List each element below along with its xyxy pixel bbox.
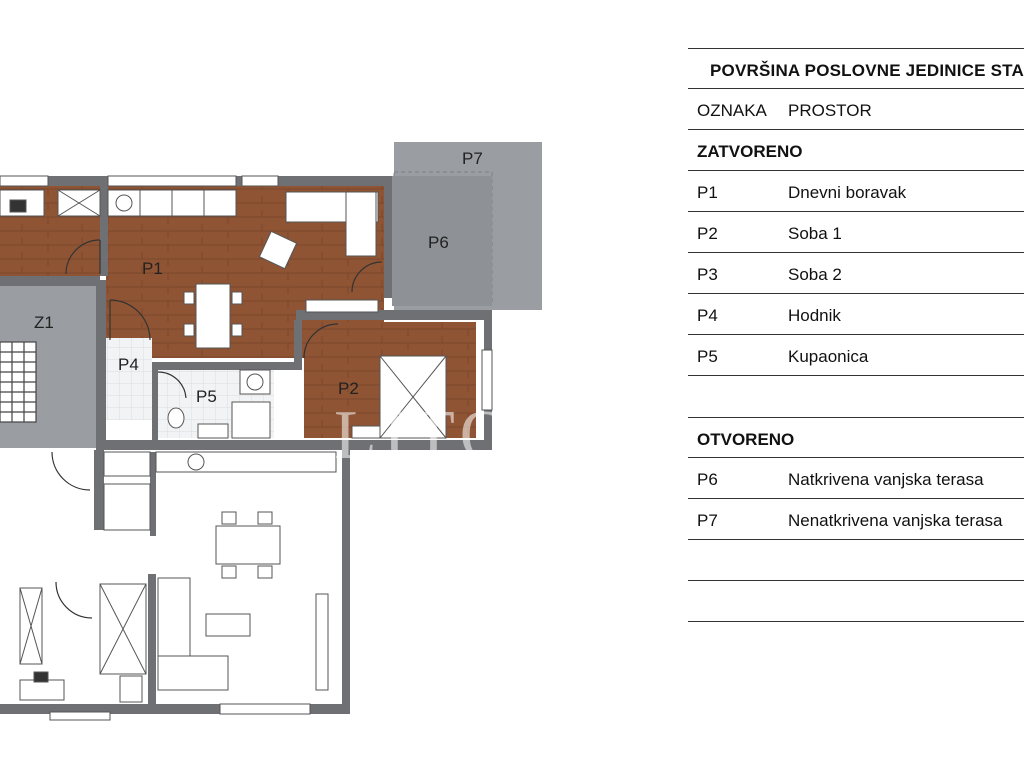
tv-cabinet [306, 300, 378, 312]
row-code: P1 [697, 183, 718, 202]
label-p1: P1 [142, 259, 163, 278]
row-code: P6 [697, 470, 718, 489]
legend-title-row [688, 48, 1024, 89]
section-closed-label: ZATVORENO [697, 142, 803, 161]
legend-row [688, 458, 1024, 499]
row-code: P4 [697, 306, 718, 325]
legend-row [688, 294, 1024, 335]
legend-title: POVRŠINA POSLOVNE JEDINICE STA [710, 61, 1024, 80]
row-name: Natkrivena vanjska terasa [788, 470, 984, 489]
legend-header-row [688, 89, 1024, 130]
row-name: Hodnik [788, 306, 841, 325]
legend-row [688, 171, 1024, 212]
label-p5: P5 [196, 387, 217, 406]
header-name: PROSTOR [788, 101, 872, 120]
legend-empty-row [688, 376, 1024, 417]
section-closed [688, 130, 1024, 171]
row-code: P2 [697, 224, 718, 243]
row-name: Kupaonica [788, 347, 869, 366]
row-name: Soba 1 [788, 224, 842, 243]
legend-row [688, 253, 1024, 294]
row-code: P3 [697, 265, 718, 284]
office-desk [0, 190, 44, 216]
row-code: P7 [697, 511, 718, 530]
legend-empty-row [688, 581, 1024, 622]
row-name: Dnevni boravak [788, 183, 907, 202]
stairs [0, 342, 36, 422]
label-p7: P7 [462, 149, 483, 168]
legend-row [688, 335, 1024, 376]
label-p6: P6 [428, 233, 449, 252]
room-p4 [106, 338, 152, 420]
kitchen-counter [58, 190, 236, 216]
legend-row [688, 499, 1024, 540]
legend-empty-row [688, 540, 1024, 581]
row-name: Soba 2 [788, 265, 842, 284]
area-legend-table [688, 48, 1024, 622]
label-p4: P4 [118, 355, 139, 374]
section-open-label: OTVORENO [697, 430, 795, 449]
section-open [688, 417, 1024, 458]
label-z1: Z1 [34, 313, 54, 332]
row-code: P5 [697, 347, 718, 366]
legend-row [688, 212, 1024, 253]
watermark: LITORA [334, 397, 626, 474]
header-code: OZNAKA [697, 101, 767, 120]
row-name: Nenatkrivena vanjska terasa [788, 511, 1003, 530]
label-p2: P2 [338, 379, 359, 398]
